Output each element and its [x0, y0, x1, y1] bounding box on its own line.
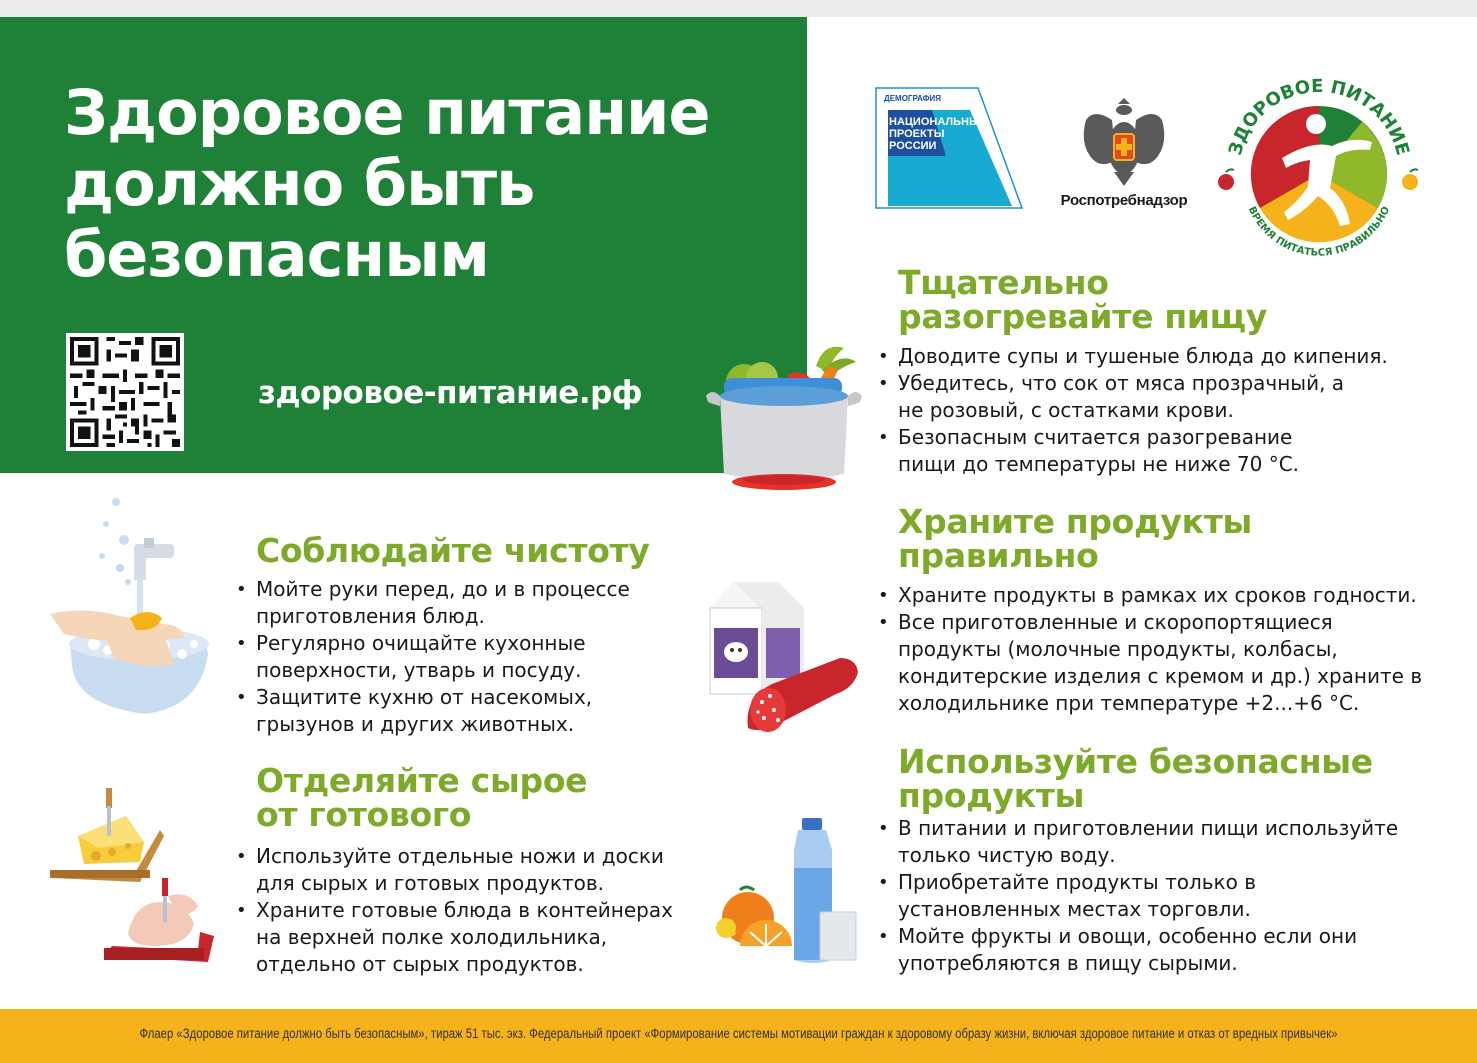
list-item: • Мойте фрукты и овощи, особенно если они употребляются в пищу сырыми.: [876, 923, 1376, 977]
footer-bar: [0, 1009, 1477, 1063]
safe-title-line1: Используйте безопасные: [898, 742, 1373, 781]
heat-title-line2: разогревайте пищу: [898, 297, 1268, 336]
list-item: • Убедитесь, что сок от мяса прозрачный, а не розовый, с остатками крови.: [876, 370, 1346, 424]
clean-list: [234, 576, 684, 738]
section-title-clean: Соблюдайте чистоту: [256, 531, 650, 570]
np-line1: НАЦИОНАЛЬНЫЕ: [889, 116, 988, 128]
separate-title-line1: Отделяйте сырое: [256, 761, 588, 800]
np-line2: ПРОЕКТЫ: [889, 128, 945, 140]
hero-banner: [0, 17, 807, 473]
logo-arc-bottom-text: ВРЕМЯ ПИТАТЬСЯ ПРАВИЛЬНО: [1245, 205, 1393, 259]
hand-washing-illustration-icon: [44, 494, 220, 730]
heat-list: [876, 343, 1436, 478]
qr-code-icon[interactable]: [66, 333, 184, 451]
list-item: • Регулярно очищайте кухонные поверхности, утварь и посуду.: [234, 630, 684, 684]
milk-and-sausage-illustration-icon: [704, 574, 864, 734]
page-title: Здоровое питание должно быть безопасным: [64, 76, 710, 291]
safe-list: [876, 815, 1446, 977]
website-link[interactable]: здоровое-питание.рф: [258, 375, 643, 411]
section-title-store: [898, 502, 1253, 575]
list-item: • Храните готовые блюда в контейнерах на верхней полке холодильника, отдельно от сырых продуктов.: [234, 897, 694, 978]
list-item: • Храните продукты в рамках их сроков годности.: [876, 582, 1446, 609]
list-item: • Используйте отдельные ножи и доски для сырых и готовых продуктов.: [234, 843, 694, 897]
list-item: • Безопасным считается разогревание пищи до температуры не ниже 70 °C.: [876, 424, 1316, 478]
cutting-boards-illustration-icon: [48, 786, 218, 970]
national-projects-logo: [874, 86, 1024, 210]
np-line3: РОССИИ: [889, 140, 937, 152]
list-item: • В питании и приготовлении пищи используйте только чистую воду.: [876, 815, 1446, 869]
rospotrebnadzor-logo: [1056, 90, 1192, 215]
eagle-emblem-icon: [1056, 90, 1192, 190]
logo-arc-top-text: ЗДОРОВОЕ ПИТАНИЕ: [1224, 75, 1414, 158]
store-list: [876, 582, 1446, 717]
list-item: • Доводите супы и тушеные блюда до кипения.: [876, 343, 1436, 370]
safe-title-line2: продукты: [898, 776, 1085, 815]
footer-text: Флаер «Здоровое питание должно быть безопасным», тираж 51 тыс. экз. Федеральный проект «Формирование системы мотивации граждан к здоровому образу жизни, включая здоровое питание и отказ от вредных привычек»: [139, 1026, 1338, 1041]
rospotrebnadzor-label: Роспотребнадзор: [1060, 192, 1188, 209]
section-title-heat: [898, 263, 1268, 336]
list-item: • Мойте руки перед, до и в процессе приготовления блюд.: [234, 576, 684, 630]
separate-title-line2: от готового: [256, 795, 472, 834]
top-strip: [0, 0, 1477, 17]
healthy-eating-emblem-icon: [1212, 62, 1426, 276]
section-title-safe: [898, 742, 1373, 815]
store-title-line2: правильно: [898, 536, 1099, 575]
list-item: • Защитите кухню от насекомых, грызунов и других животных.: [234, 684, 684, 738]
list-item: • Приобретайте продукты только в установленных местах торговли.: [876, 869, 1296, 923]
np-top-label: ДЕМОГРАФИЯ: [884, 94, 941, 103]
np-label: [889, 116, 987, 152]
heat-title-line1: Тщательно: [898, 263, 1109, 302]
cooking-pot-illustration-icon: [704, 338, 864, 492]
water-and-orange-illustration-icon: [710, 816, 860, 972]
healthy-eating-logo: [1212, 62, 1426, 276]
section-title-separate: [256, 761, 588, 834]
separate-list: [234, 843, 694, 978]
store-title-line1: Храните продукты: [898, 502, 1253, 541]
list-item: • Все приготовленные и скоропортящиеся продукты (молочные продукты, колбасы, кондитерские изделия с кремом и др.) храните в холодильнике при температуре +2...+6 °C.: [876, 609, 1436, 717]
